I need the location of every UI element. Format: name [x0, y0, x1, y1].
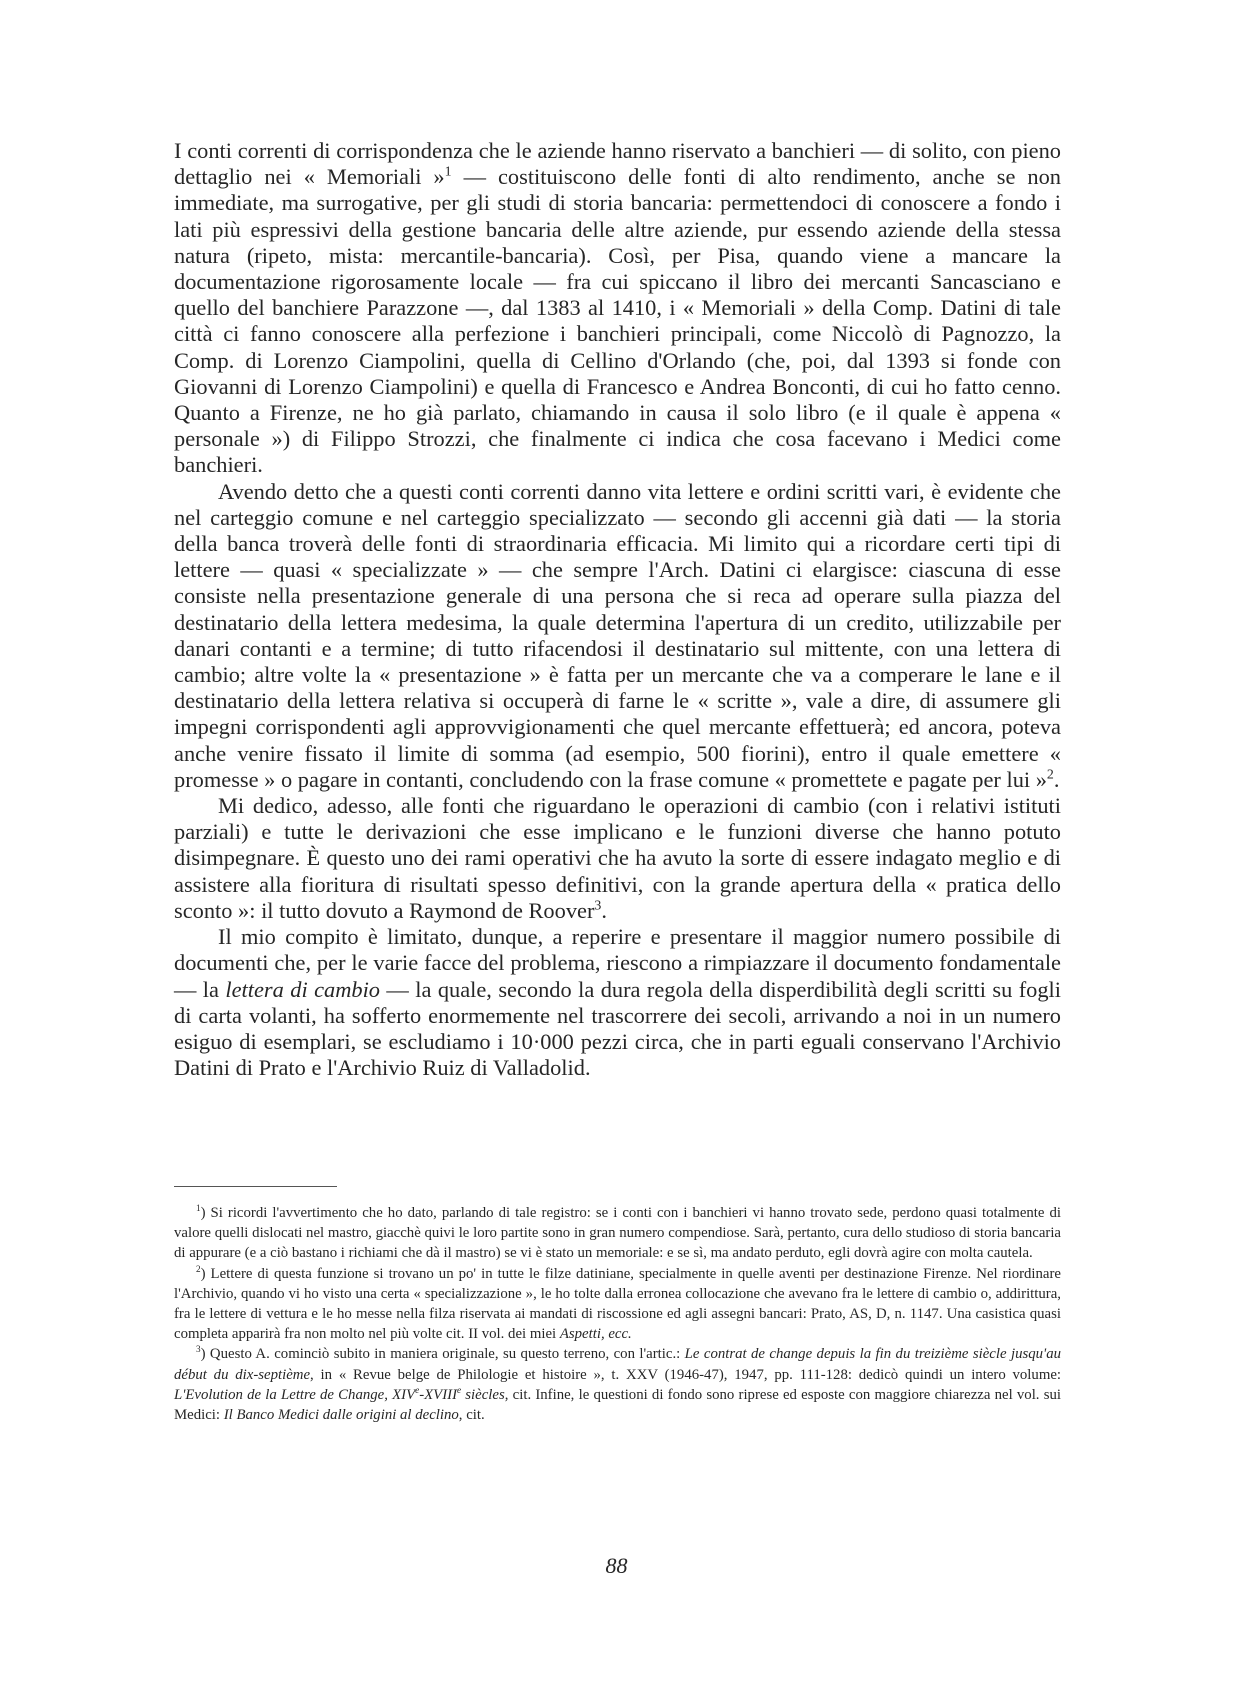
footnote-marker: 3 [196, 1344, 201, 1355]
italic-text: Le contrat de change depuis la fin du treizième siècle jusqu'au début du dix-septième [174, 1346, 1061, 1383]
footnote-marker: 3 [594, 898, 602, 914]
footnote-marker: 1 [196, 1203, 201, 1214]
footnote-marker: 2 [196, 1263, 201, 1274]
italic-text: Il Banco Medici dalle origini al declino [223, 1407, 459, 1424]
paragraph: I conti correnti di corrispondenza che le aziende hanno riservato a banchieri — di solito, con pieno dettaglio nei « Memoriali »$^1$ — costituiscono delle fonti di alto rendimento, anche se non immediate, ma surrogative, per gli studi di storia bancaria: permettendoci di conoscere a fondo i lati più espressivi della gestione bancaria delle altre aziende, pur essendo aziende della stessa natura (ripeto, mista: mercantile-bancaria). Così, per Pisa, quando viene a mancare la documentazione rigorosamente locale — fra cui spiccano il libro dei mercanti Sancasciano e quello del banchiere Parazzone —, dal 1383 al 1410, i « Memoriali » della Comp. Datini di tale città ci fanno conoscere alla perfezione i banchieri principali, come Niccolò di Pagnozzo, la Comp. di Lorenzo Ciampolini, quella di Cellino d'Orlando (che, poi, dal 1393 si fonde con Giovanni di Lorenzo Ciampolini) e quella di Francesco e Andrea Bonconti, di cui ho fatto cenno. Quanto a Firenze, ne ho già parlato, chiamando in causa il solo libro (e il quale è appena « personale ») di Filippo Strozzi, che finalmente ci indica che cosa facevano i Medici come banchieri. [174, 138, 1061, 478]
footnote: $^2$) Lettere di questa funzione si trovano un po' in tutte le filze datiniane, specialmente in quelle aventi per destinazione Firenze. Nel riordinare l'Archivio, quando vi ho visto una certa « specializzazione », le ho tolte dalla erronea collocazione che avevano fra le lettere di cambio o, addirittura, fra le lettere di vettura e le ho messe nella filza riservata ai mandati di riscossione ed agli assegni bancari: Prato, AS, D, n. 1147. Una casistica quasi completa apparirà fra non molto nel più volte cit. II vol. dei miei Aspetti, ecc. [174, 1263, 1061, 1343]
main-text [174, 138, 1061, 1081]
footnote-marker: 2 [1046, 767, 1054, 783]
italic-text: -XVIII [419, 1386, 458, 1403]
italic-text: lettera di cambio [225, 976, 381, 1002]
footnote-marker: 1 [444, 164, 452, 180]
paragraph: Mi dedico, adesso, alle fonti che riguardano le operazioni di cambio (con i relativi istituti parziali) e tutte le derivazioni che esse implicano e le funzioni diverse che hanno potuto disimpegnare. È questo uno dei rami operativi che ha avuto la sorte di essere indagato meglio e di assistere alla fioritura di risultati spesso definitivi, con la grande apertura della « pratica dello sconto »: il tutto dovuto a Raymond de Roover$^3$. [174, 793, 1061, 923]
superscript: e [457, 1384, 462, 1395]
footnotes [174, 1203, 1061, 1425]
italic-text: siècles [461, 1386, 505, 1403]
footnote-separator [174, 1186, 337, 1187]
paragraph: Avendo detto che a questi conti correnti danno vita lettere e ordini scritti vari, è evidente che nel carteggio comune e nel carteggio specializzato — secondo gli accenni già dati — la storia della banca troverà delle fonti di straordinaria efficacia. Mi limito qui a ricordare certi tipi di lettere — quasi « specializzate » — che sempre l'Arch. Datini ci elargisce: ciascuna di esse consiste nella presentazione generale di una persona che si reca ad operare sulla piazza del destinatario della lettera medesima, la quale determina l'apertura di un credito, utilizzabile per danari contanti e a termine; di tutto rifacendosi il destinatario sul mittente, con una lettera di cambio; altre volte la « presentazione » è fatta per un mercante che va a comperare le lane e il destinatario della lettera relativa si occuperà di farne le « scritte », vale a dire, di assumere gli impegni corrispondenti agli approvvigionamenti che quel mercante effettuerà; ed ancora, poteva anche venire fissato il limite di somma (ad esempio, 500 fiorini), entro il quale emettere « promesse » o pagare in contanti, concludendo con la frase comune « promettete e pagate per lui »$^2$. [174, 478, 1061, 792]
paragraph: Il mio compito è limitato, dunque, a reperire e presentare il maggior numero possibile di documenti che, per le varie facce del problema, riescono a rimpiazzare il documento fondamentale — la lettera di cambio — la quale, secondo la dura regola della disperdibilità degli scritti su fogli di carta volanti, ha sofferto enormemente nel trascorrere dei secoli, arrivando a noi in un numero esiguo di esemplari, se escludiamo i 10·000 pezzi circa, che in parti eguali conservano l'Archivio Datini di Prato e l'Archivio Ruiz di Valladolid. [174, 924, 1061, 1081]
italic-text: Aspetti, ecc. [559, 1326, 632, 1343]
superscript: e [415, 1384, 420, 1395]
page-number: 88 [605, 1553, 628, 1578]
italic-text: L'Evolution de la Lettre de Change, XIV [174, 1386, 416, 1403]
footnote: $^3$) Questo A. cominciò subito in maniera originale, su questo terreno, con l'artic.: Le contrat de change depuis la fin du treizième siècle jusqu'au début du dix-septième, in « Revue belge de Philologie et histoire », t. XXV (1946-47), 1947, pp. 111-128: dedicò quindi un intero volume: L'Evolution de la Lettre de Change, XIVe-XVIIIe siècles, cit. Infine, le questioni di fondo sono riprese ed esposte con maggiore chiarezza nel vol. sui Medici: Il Banco Medici dalle origini al declino, cit. [174, 1344, 1062, 1424]
footnote: $^1$) Si ricordi l'avvertimento che ho dato, parlando di tale registro: se i conti con i banchieri vi hanno trovato sede, perdono quasi totalmente di valore quelli dislocati nel mastro, giacchè quivi le loro partite sono in gran numero compendiose. Sarà, pertanto, cura dello studioso di storia bancaria di appurare (e a ciò bastano i richiami che dà il mastro) se vi è stato un memoriale: e se sì, ma andato perduto, egli dovrà agire con molta cautela. [174, 1203, 1061, 1262]
